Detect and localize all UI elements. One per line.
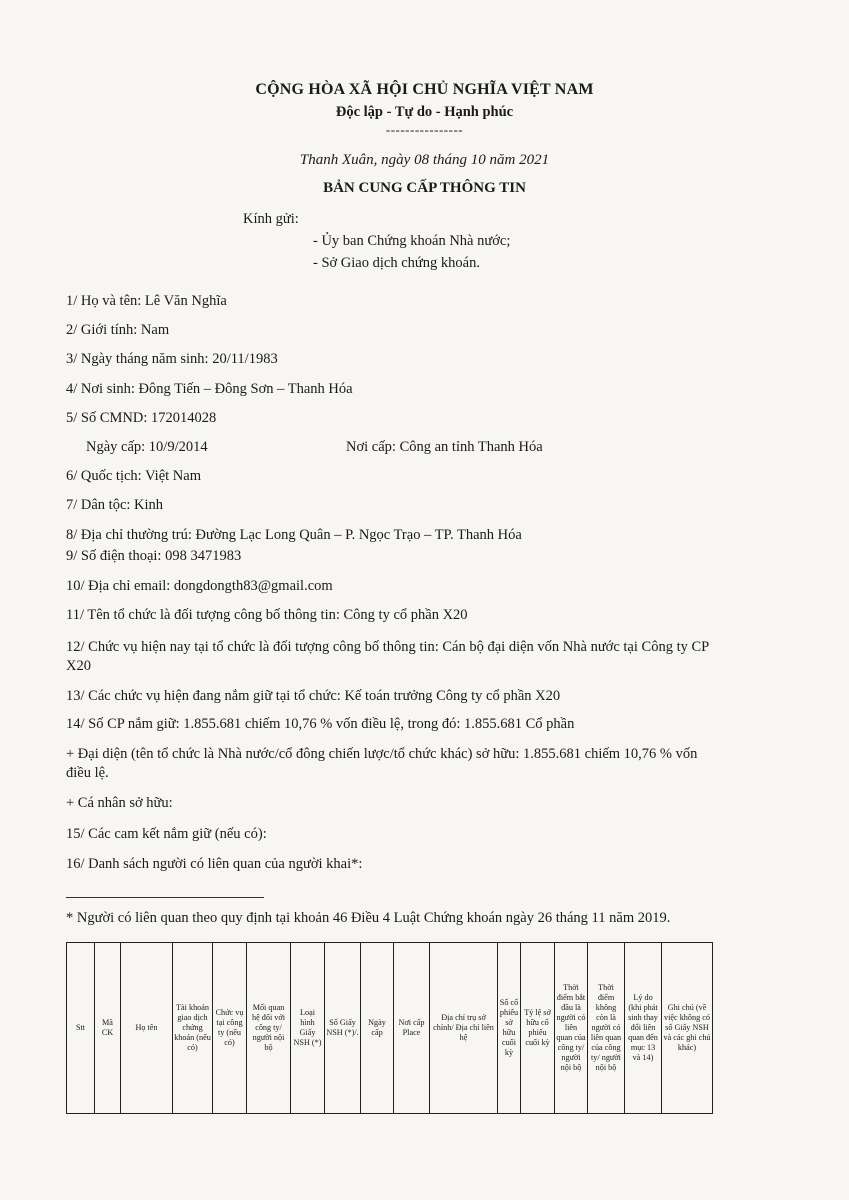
field-email: 10/ Địa chỉ email: dongdongth83@gmail.com <box>66 578 333 594</box>
col-address: Địa chỉ trụ sở chính/ Địa chỉ liên hệ <box>430 943 498 1114</box>
field-represented-shares: + Đại diện (tên tổ chức là Nhà nước/cổ đông chiến lược/tổ chức khác) sở hữu: 1.855.681 chiếm 10,76 % vốn điều lệ. <box>66 746 698 781</box>
col-stt: Stt <box>67 943 95 1114</box>
col-nsh-type: Loại hình Giấy NSH (*) <box>291 943 325 1114</box>
col-stock-code: Mã CK <box>95 943 121 1114</box>
field-phone: 9/ Số điện thoại: 098 3471983 <box>66 548 242 564</box>
field-id-issue-place: Nơi cấp: Công an tỉnh Thanh Hóa <box>346 439 543 455</box>
col-shares-end: Số cổ phiếu sở hữu cuối kỳ <box>498 943 521 1114</box>
col-issue-place: Nơi cấp Place <box>394 943 430 1114</box>
col-issue-date: Ngày cấp <box>361 943 394 1114</box>
footnote-divider <box>66 897 264 898</box>
field-nationality: 6/ Quốc tịch: Việt Nam <box>66 468 201 484</box>
field-address: 8/ Địa chỉ thường trú: Đường Lạc Long Quân – P. Ngọc Trạo – TP. Thanh Hóa <box>66 527 522 543</box>
recipient-1: - Ủy ban Chứng khoán Nhà nước; <box>313 233 511 249</box>
field-shares-held: 14/ Số CP nắm giữ: 1.855.681 chiếm 10,76 % vốn điều lệ, trong đó: 1.855.681 Cổ phần <box>66 716 575 732</box>
col-end-time: Thời điểm không còn là người có liên quan của công ty/ người nội bộ <box>588 943 625 1114</box>
document-title: BẢN CUNG CẤP THÔNG TIN <box>323 180 526 196</box>
field-full-name: 1/ Họ và tên: Lê Văn Nghĩa <box>66 293 227 309</box>
recipient-2: - Sở Giao dịch chứng khoán. <box>313 255 480 271</box>
footnote: * Người có liên quan theo quy định tại khoản 46 Điều 4 Luật Chứng khoán ngày 26 tháng 11 năm 2019. <box>66 910 671 926</box>
col-position: Chức vụ tại công ty (nếu có) <box>213 943 247 1114</box>
table-header-row <box>67 943 713 1114</box>
col-reason: Lý do (khi phát sinh thay đổi liên quan đến mục 13 và 14) <box>625 943 662 1114</box>
col-notes: Ghi chú (về việc không có số Giấy NSH và các ghi chú khác) <box>662 943 713 1114</box>
national-title: CỘNG HÒA XÃ HỘI CHỦ NGHĨA VIỆT NAM <box>255 81 594 98</box>
col-full-name: Họ tên <box>121 943 173 1114</box>
field-commitments: 15/ Các cam kết nắm giữ (nếu có): <box>66 826 267 842</box>
field-gender: 2/ Giới tính: Nam <box>66 322 170 338</box>
field-related-persons: 16/ Danh sách người có liên quan của người khai*: <box>66 856 363 872</box>
field-current-position: 12/ Chức vụ hiện nay tại tổ chức là đối tượng công bố thông tin: Cán bộ đại diện vốn Nhà nước tại Công ty CP X20 <box>66 639 709 674</box>
col-trading-account: Tài khoản giao dịch chứng khoán (nếu có) <box>173 943 213 1114</box>
field-birth-place: 4/ Nơi sinh: Đông Tiến – Đông Sơn – Thanh Hóa <box>66 381 353 397</box>
header-divider: ---------------- <box>385 122 464 137</box>
motto: Độc lập - Tự do - Hạnh phúc <box>335 104 514 120</box>
field-birth-date: 3/ Ngày tháng năm sinh: 20/11/1983 <box>66 351 278 367</box>
col-ratio-end: Tỷ lệ sở hữu cổ phiếu cuối kỳ <box>521 943 555 1114</box>
field-held-positions: 13/ Các chức vụ hiện đang nắm giữ tại tổ chức: Kế toán trưởng Công ty cổ phần X20 <box>66 688 561 704</box>
field-personal-shares: + Cá nhân sở hữu: <box>66 795 173 811</box>
field-organization: 11/ Tên tổ chức là đối tượng công bố thông tin: Công ty cổ phần X20 <box>66 607 468 623</box>
salutation-label: Kính gửi: <box>243 211 299 227</box>
col-relationship: Mối quan hệ đối với công ty/ người nội bộ <box>247 943 291 1114</box>
date-line: Thanh Xuân, ngày 08 tháng 10 năm 2021 <box>299 152 550 168</box>
col-start-time: Thời điểm bắt đầu là người có liên quan của công ty/ người nội bộ <box>555 943 588 1114</box>
related-persons-table <box>66 942 713 1114</box>
field-ethnicity: 7/ Dân tộc: Kinh <box>66 497 164 513</box>
field-id-issue-date: Ngày cấp: 10/9/2014 <box>86 439 208 455</box>
col-nsh-number: Số Giấy NSH (*)/. <box>325 943 361 1114</box>
field-id-number: 5/ Số CMND: 172014028 <box>66 410 217 426</box>
